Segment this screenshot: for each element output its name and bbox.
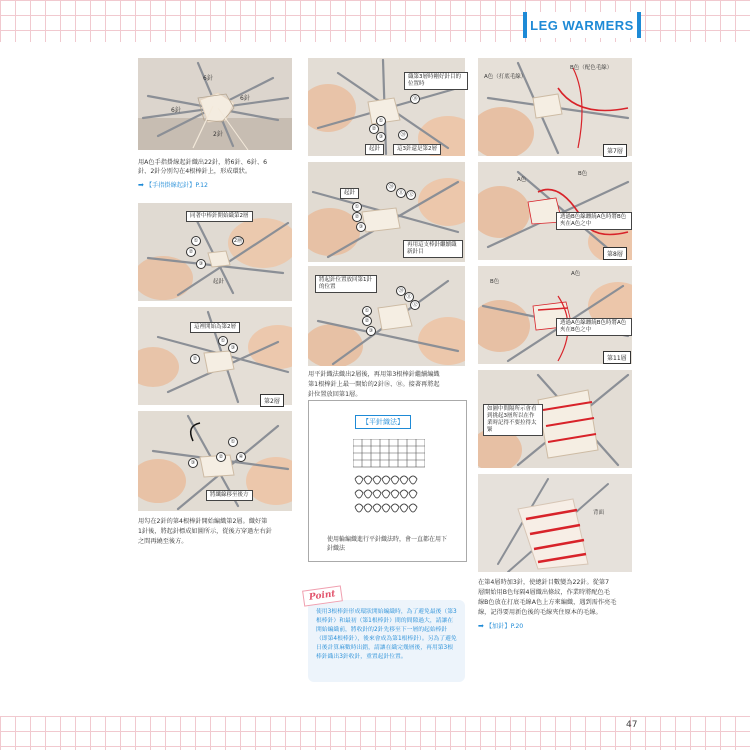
step-4-photo-2-label-b: B色	[578, 171, 588, 177]
step-3-photo-2-mark-5: ②	[352, 212, 362, 222]
step-4-photo-2-label-a: A色	[517, 177, 527, 183]
page-number: 47	[626, 720, 638, 730]
step-2-photo-2-row-tag: 第2層	[260, 394, 284, 407]
step-4-photo-3-row-tag: 第11層	[603, 351, 631, 364]
step-3-photo-1-mark-5: ⑳	[398, 130, 408, 140]
step-2-text-line-1: 用勾在2針的第4根棒針開始編織第2層。織好第	[138, 518, 268, 525]
step-2-photo-2-mark-3: ③	[228, 343, 238, 353]
illustration-title: 【平針織法】	[355, 415, 411, 429]
step-3-photo-3-caption: 將起針位置放回第1針的位置	[315, 275, 377, 293]
step-4-photo-3	[478, 266, 632, 364]
step-1-label-right: 6針	[240, 95, 250, 102]
step-3-photo-1-bottom-caption: 這3針還是第2層	[393, 144, 441, 155]
step-2-photo-2-caption: 這裡開始為第2層	[190, 322, 240, 333]
step-4-photo-2	[478, 162, 632, 260]
step-4-text-line-4: 線，記得要用新色後的毛線夾住原本的毛線。	[478, 609, 602, 616]
arrow-right-icon: ➡	[138, 180, 144, 189]
step-3-photo-2-mark-7: 起針	[340, 188, 359, 199]
step-4-photo-5	[478, 474, 632, 572]
step-3-photo-2-mark-2: ⑪	[396, 188, 406, 198]
step-3-photo-1-mark-4: ③	[376, 132, 386, 142]
step-4-photo-1-row-tag: 第7層	[603, 144, 627, 157]
point-tip-box	[308, 589, 465, 682]
step-1-reference-link[interactable]	[138, 180, 208, 189]
step-4-reference-link[interactable]	[478, 621, 523, 630]
step-2-photo-1-mark-5: 起針	[213, 279, 225, 285]
step-2-photo-3-mark-1: ①	[228, 437, 238, 447]
step-3-text-line-3: 針位置放回第1層。	[308, 391, 362, 398]
step-3-text-line-2: 第1根棒針上最一開始的2針⑯、⑱。接著再將起	[308, 381, 440, 388]
step-1-label-top: 6針	[203, 75, 213, 82]
step-3-photo-3-mark-4: ①	[362, 306, 372, 316]
stockinette-stitch-illustration	[308, 400, 467, 562]
step-2-photo-1-mark-4: 2層	[233, 238, 243, 244]
step-3-photo-3-mark-1: ⑳	[396, 286, 406, 296]
step-2-photo-3-caption: 將纖線移至後方	[206, 490, 253, 501]
step-4-photo-1-label-a: A色（打底毛線）	[484, 74, 527, 80]
step-3-photo-2-mark-3: ⑫	[406, 190, 416, 200]
chapter-header	[523, 12, 641, 38]
step-4-photo-2-caption: 透過B色線纏繞A色時將B色夾在A色之中	[556, 212, 632, 230]
step-3-photo-3-mark-5: ②	[362, 316, 372, 326]
step-1-text-line-2: 針、2針分別勾在4根棒針上，形成環狀。	[138, 168, 252, 175]
step-1-text-line-1: 用A色手指掛線起針織出22針，將6針、6針、6	[138, 159, 268, 166]
step-2-photo-3-mark-2: ②	[216, 452, 226, 462]
step-3-text-line-1: 用平針織法織出2層後，再用第3根棒針繼續編織	[308, 371, 440, 378]
step-2-photo-1-mark-2: ②	[186, 247, 196, 257]
stitch-chart-grid	[353, 439, 425, 519]
illustration-caption: 使用輪編織進行平針織法時，會一直都在用下針織法	[327, 536, 448, 552]
step-4-photo-3-label-a: A色	[571, 271, 581, 277]
step-2-text-line-3: 之間再繞至後方。	[138, 538, 188, 545]
step-1-reference-label: 【手指掛線起針】P.12	[145, 182, 208, 189]
step-1-label-left: 6針	[171, 107, 181, 114]
step-4-text-line-3: 線B色放在打底毛線A色上方來編織，遇到需作亮毛	[478, 599, 617, 606]
chapter-title: LEG WARMERS	[530, 17, 634, 33]
step-4-photo-5-label: 背面	[593, 510, 605, 516]
step-4-photo-2-row-tag: 第8層	[603, 247, 627, 260]
point-text: 使用3根棒針形成環狀開始編織時，為了避免最後（第3根棒針）和最初（第1根棒針）間的間隙過大，請讓在開始編織前，將收針的2針先移至下一層的起始棒針（即第4根棒針），後來會成為第1根棒針）。另為了避免日後計算麻數時出錯，請讓在織完幾層後，再用第3根棒針織出3針收針，重置起針位置。	[316, 609, 457, 660]
step-3-photo-1-mark-2: ①	[376, 116, 386, 126]
step-4-photo-1-label-b: B色（配色毛線）	[570, 65, 613, 71]
step-4-text-line-1: 在第4層時加3針，使總針目數變為22針。從第7	[478, 579, 610, 586]
step-4-photo-3-caption: 透過A色線纏繞B色時將A色夾在B色之中	[556, 318, 632, 336]
step-3-photo-1-mark-3: ②	[369, 124, 379, 134]
arrow-right-icon: ➡	[478, 621, 484, 630]
step-3-photo-3-mark-6: ③	[366, 326, 376, 336]
step-2-photo-3-mark-4: ④	[236, 452, 246, 462]
footer-grid-band	[0, 716, 750, 750]
step-2-photo-1-mark-3: ③	[196, 259, 206, 269]
step-2-photo-3-mark-3: ③	[188, 458, 198, 468]
step-4-text-line-2: 層開始用B色每隔4層織出條紋，作業時將配色毛	[478, 589, 610, 596]
step-4-photo-4-caption: 如圖中間隔所示會看到挑起3層所以在作業時記得不要拉得太緊	[483, 404, 543, 436]
step-1-label-bottom: 2針	[213, 131, 223, 138]
step-3-photo-2-mark-6: ③	[356, 222, 366, 232]
step-3-photo-2-mark-4: ①	[352, 202, 362, 212]
step-3-photo-1-caption: 織第3層時剛好針目的位置時	[404, 72, 468, 90]
step-2-photo-2-mark-1: ①	[218, 336, 228, 346]
step-2-photo-1-caption: 同著中棒針開始織第2層	[186, 211, 253, 222]
step-3-photo-3-mark-2: ⑪	[404, 292, 414, 302]
step-3-photo-3-mark-3: ⑫	[410, 300, 420, 310]
step-3-photo-1-mark-6: 起針	[365, 144, 384, 155]
step-3-photo-2-caption: 再用這支棒針繼續織新針目	[403, 240, 463, 258]
step-2-photo-2-mark-2: ②	[190, 354, 200, 364]
step-4-reference-label: 【加針】P.20	[485, 623, 524, 630]
step-2-text-line-2: 1針後，將起針標成如圖所示，從後方穿過左右針	[138, 528, 272, 535]
step-3-photo-1-mark-1: ⑱	[410, 94, 420, 104]
step-3-photo-2-mark-1: ⑳	[386, 182, 396, 192]
step-4-photo-3-label-b: B色	[490, 279, 500, 285]
point-tag: Point	[302, 585, 343, 606]
step-2-photo-1-mark-1: ①	[191, 236, 201, 246]
